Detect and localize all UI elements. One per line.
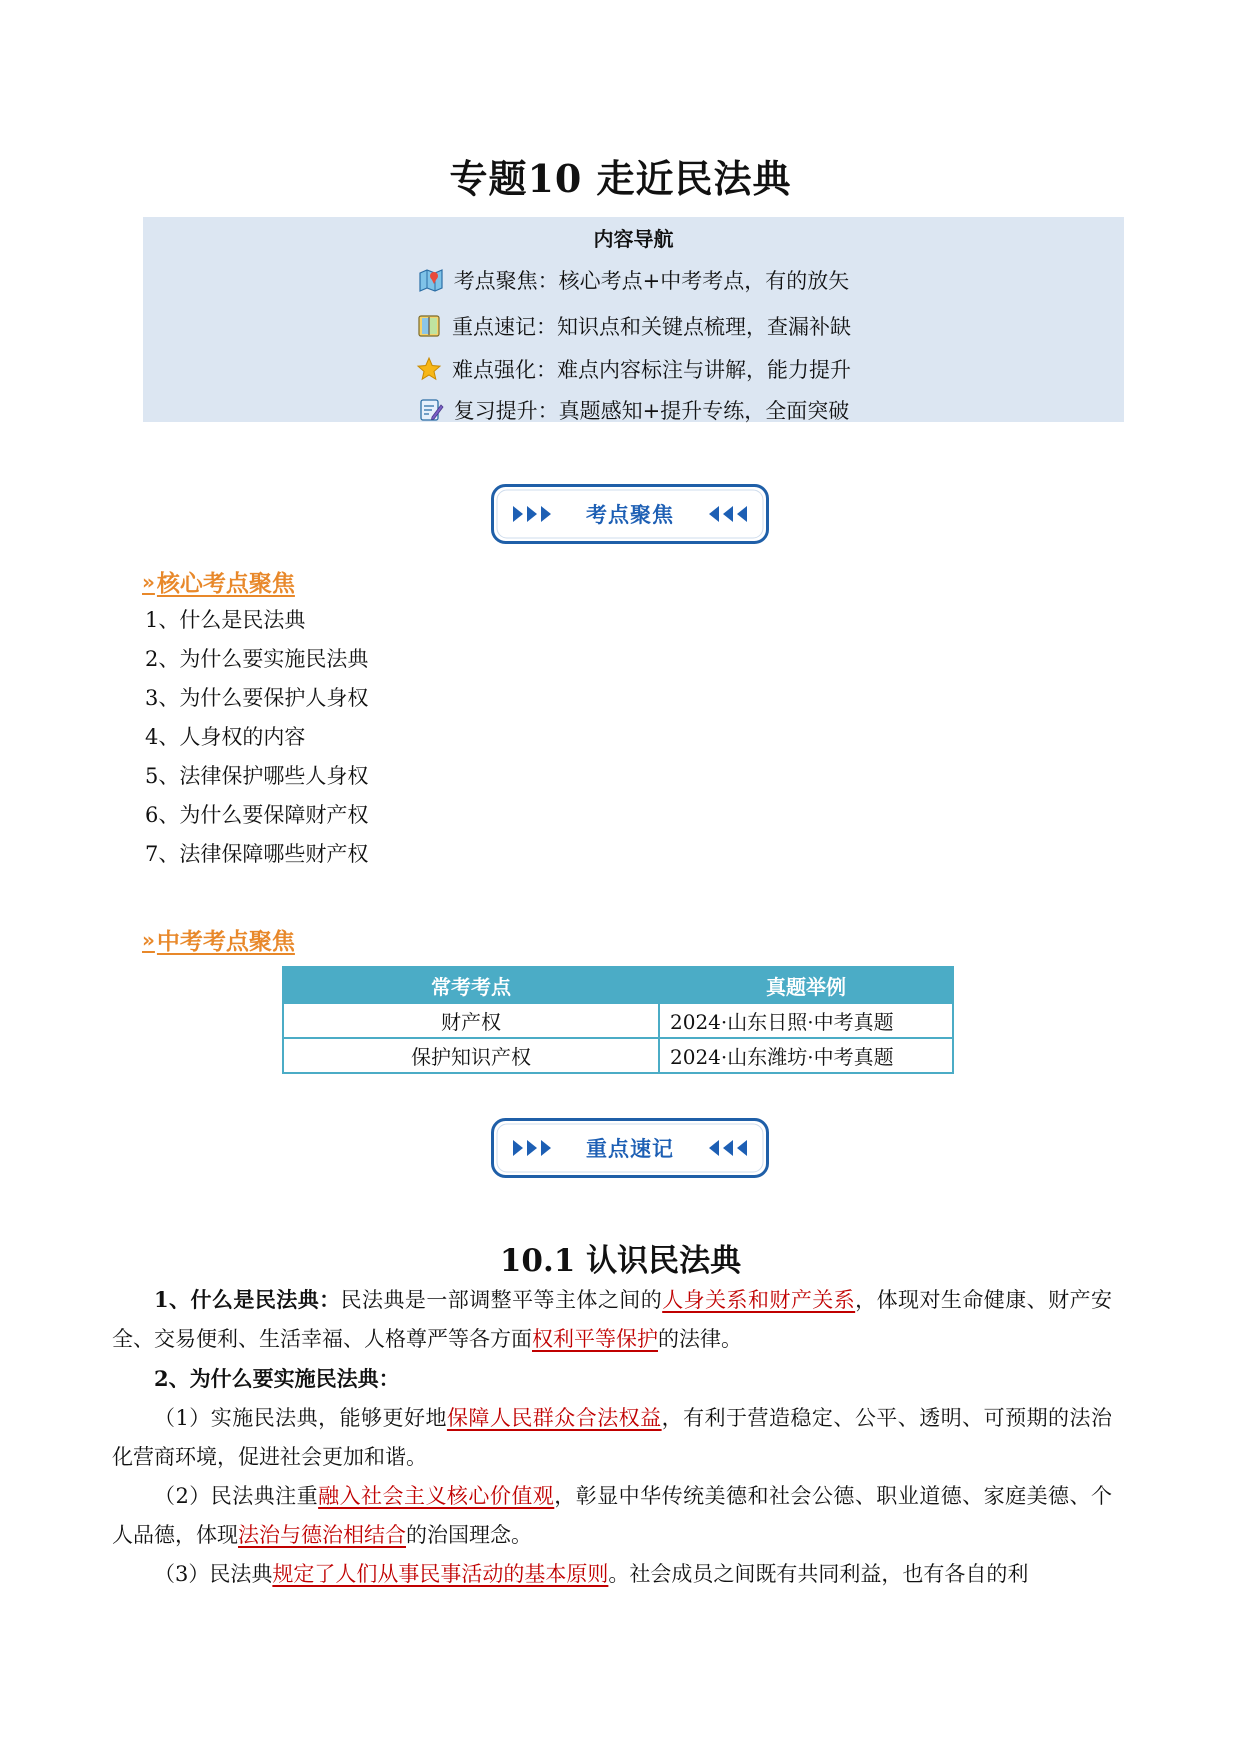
text-run: （1）实施民法典，能够更好地 [154,1406,447,1430]
exam-table [282,966,954,1074]
nav-item-difficulty [143,354,1124,384]
core-list [145,605,368,878]
table-cell: 财产权 [283,1003,659,1038]
paragraph [112,1280,1112,1359]
table-row [283,1003,953,1038]
nav-item-text: 重点速记：知识点和关键点梳理，查漏补缺 [452,315,851,339]
nav-item-review [143,397,1124,423]
key-point: 法治与德治相结合 [238,1523,406,1547]
table-cell: 2024·山东潍坊·中考真题 [659,1038,953,1073]
list-item: 4、人身权的内容 [145,725,306,749]
text-run: （3）民法典 [154,1562,273,1586]
key-point: 权利平等保护 [532,1327,658,1351]
map-icon [418,267,444,293]
nav-item-text: 复习提升：真题感知+提升专练，全面突破 [453,399,850,423]
notes-banner-label: 重点速记 [586,1137,674,1161]
content-navigation [143,217,1124,422]
point-label: 1、什么是民法典： [154,1287,341,1312]
column-header: 常考考点 [283,967,659,1003]
table-cell: 2024·山东日照·中考真题 [659,1003,953,1038]
star-icon [416,356,442,382]
nav-item-focus [143,265,1124,295]
nav-item-text: 考点聚焦：核心考点+中考考点，有的放矢 [453,269,850,293]
list-item: 5、法律保护哪些人身权 [145,764,369,788]
table-row [283,1038,953,1073]
text-run: ，彰显中华传统美德和社会公德、职业道德、家庭美德、个人品德，体现 [112,1484,1112,1547]
lesson-body [112,1280,1112,1594]
text-run: 的法律。 [658,1327,742,1351]
paragraph [112,1555,1112,1594]
paragraph [112,1359,1112,1399]
list-item: 7、法律保障哪些财产权 [145,842,369,866]
table-header-row [283,967,953,1003]
book-icon [416,313,442,339]
table-cell: 保护知识产权 [283,1038,659,1073]
core-heading [142,565,295,598]
nav-item-text: 难点强化：难点内容标注与讲解，能力提升 [452,358,851,382]
focus-banner-label: 考点聚焦 [586,503,674,527]
double-chevron-icon: » [142,569,155,594]
nav-item-notes [143,311,1124,341]
focus-banner [491,484,769,544]
text-run: 。社会成员之间既有共同利益，也有各自的利 [608,1562,1029,1586]
edit-icon [418,397,444,423]
column-header: 真题举例 [659,967,953,1003]
nav-heading: 内容导航 [593,227,674,251]
key-point: 人身关系和财产关系 [662,1288,856,1312]
key-point: 融入社会主义核心价值观 [318,1484,555,1508]
text-run: （2）民法典注重 [154,1484,319,1508]
key-point: 保障人民群众合法权益 [446,1406,662,1430]
core-heading-text: 核心考点聚焦 [156,570,295,597]
paragraph [112,1477,1112,1555]
exam-heading-text: 中考考点聚焦 [156,928,295,955]
page-title: 专题10 走近民法典 [449,156,792,201]
list-item: 2、为什么要实施民法典 [145,647,369,671]
exam-heading [142,923,295,956]
point-label: 2、为什么要实施民法典： [154,1366,400,1391]
text-run: ，体现对生命健康、财产安全、交易便利、生活幸福、人格尊严等各方面 [112,1288,1112,1351]
key-point: 规定了人们从事民事活动的基本原则 [272,1562,609,1586]
lesson-title: 10.1 认识民法典 [499,1243,742,1279]
notes-banner [491,1118,769,1178]
list-item: 1、什么是民法典 [145,608,306,632]
text-run: 民法典是一部调整平等主体之间的 [340,1288,663,1312]
paragraph [112,1399,1112,1477]
text-run: 的治国理念。 [406,1523,532,1547]
list-item: 6、为什么要保障财产权 [145,803,369,827]
text-run: ，有利于营造稳定、公平、透明、可预期的法治化营商环境，促进社会更加和谐。 [112,1406,1112,1469]
double-chevron-icon: » [142,927,155,952]
list-item: 3、为什么要保护人身权 [145,686,369,710]
